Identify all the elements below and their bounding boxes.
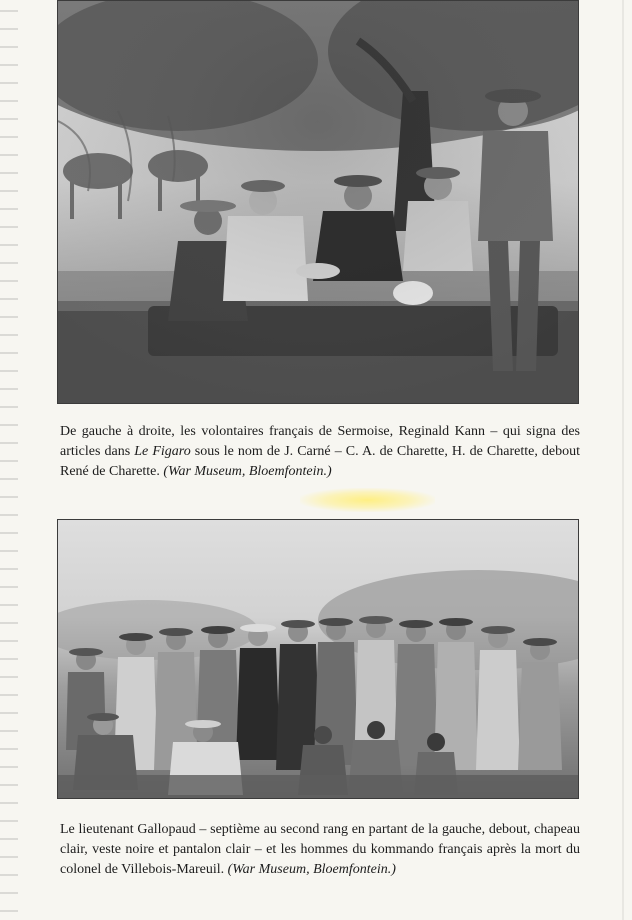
spiral-binding-holes	[0, 0, 18, 920]
caption-top	[60, 422, 580, 482]
caption-bottom-text: Le lieutenant Gallopaud – septième au second rang en partant de la gauche, debout, chapeau clair, veste noire et pantalon clair – et les hommes du kommando français après la mort du colonel de Villebois-Mareuil.	[60, 822, 580, 877]
photo-french-kommando-image	[58, 520, 578, 798]
caption-top-text-2: sous le nom de J. Carné – C. A. de Charette, H. de Charette, debout René de Charette.	[60, 444, 581, 479]
page-edge-shadow	[622, 0, 624, 920]
yellow-stain-mark	[300, 488, 435, 512]
caption-top-source: (War Museum, Bloemfontein.)	[163, 464, 332, 479]
photo-french-kommando	[57, 519, 579, 799]
caption-top-journal: Le Figaro	[134, 444, 191, 459]
photo-french-volunteers-image	[58, 1, 578, 403]
caption-top-text: De gauche à droite, les volontaires français de Sermoise, Reginald Kann – qui signa des articles dans	[60, 424, 580, 459]
caption-bottom	[60, 820, 580, 880]
photo-french-volunteers	[57, 0, 579, 404]
caption-bottom-source: (War Museum, Bloemfontein.)	[227, 862, 396, 877]
